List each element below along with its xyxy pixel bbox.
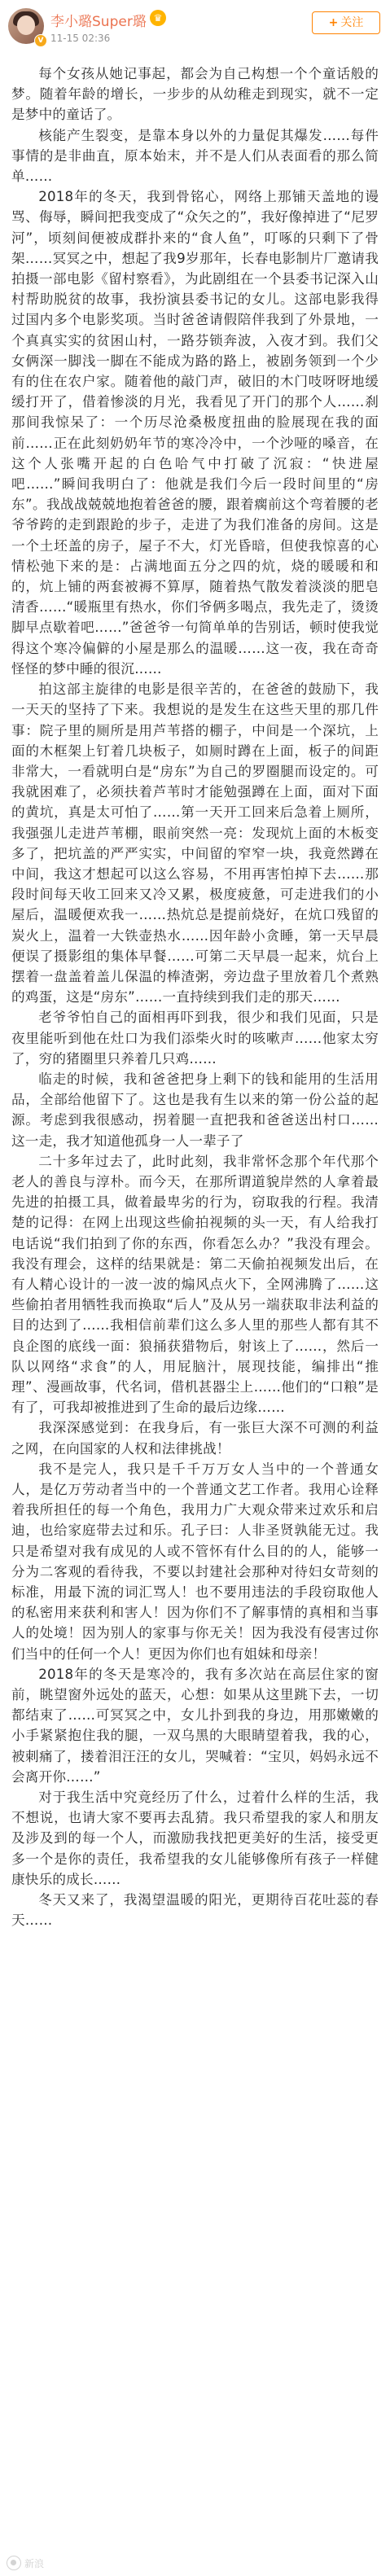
author-name[interactable]: 李小璐Super璐	[50, 14, 147, 30]
follow-button[interactable]	[312, 11, 380, 34]
verified-icon: V	[34, 34, 47, 47]
post-body	[11, 64, 379, 1930]
paragraph: 每个女孩从她记事起，都会为自己构想一个个童话般的梦。随着年龄的增长，一步步的从幼稚走到现实，就不一定是梦中的童话了。	[11, 66, 379, 123]
paragraph: 我不是完人，我只是千千万万女人当中的一个普通女人，是亿万劳动者当中的一个普通文艺工作者。我用心诠释着我所担任的每一个角色，我用力广大观众带来过欢乐和启迪，也给家庭带去过和乐。孔子曰：人非圣贤孰能无过。我只是希望对我有成见的人或不管怀有什么目的的人，能够一分为二客观的看待我，不要以封建社会那种对待妇女苛刻的标准，用最下流的词汇骂人！也不要用违法的手段窃取他人的私密用来获利和害人！因为你们不了解事情的真相和当事人的处境！因为别人的家事与你无关！因为我没有侵害过你们当中的任何一个人！更因为你们也有姐妹和母亲！	[11, 1461, 379, 1662]
paragraph: 对于我生活中究竟经历了什么，过着什么样的生活，我不想说，也请大家不要再去乱猜。我只希望我的家人和朋友及涉及到的每一个人，而激励我找把更美好的生活，接受更多一个是你的责任，我希望我的女儿能够像所有孩子一样健康快乐的成长……	[11, 1790, 379, 1887]
watermark	[7, 2553, 44, 2573]
paragraph: 核能产生裂变，是靠本身以外的力量促其爆发……每件事情的是非曲直，原本始末，并不是人们从表面看的那么简单……	[11, 127, 379, 185]
paragraph: 冬天又来了，我渴望温暖的阳光，更期待百花吐蕊的春天……	[11, 1892, 379, 1929]
paragraph: 我深深感觉到：在我身后，有一张巨大深不可测的利益之网，在向国家的人权和法律挑战！	[11, 1420, 379, 1457]
crown-icon: ♛	[150, 10, 166, 26]
paragraph: 临走的时候，我和爸爸把身上剩下的钱和能用的生活用品，全部给他留下了。这也是我有生以来的第一份公益的起源。考虑到我很感动，拐着腿一直把我和爸爸送出村口……这一走，我才知道他孤身一人一辈子了	[11, 1071, 379, 1149]
paragraph: 2018年的冬天是寒冷的，我有多次站在高层住家的窗前，眺望窗外远处的蓝天，心想：如果从这里跳下去，一切都结束了……可冥冥之中，女儿扑到我的身边，用那嫩嫩的小手紧紧抱住我的腿，一双乌黑的大眼睛望着我，我的心，被刺痛了，搂着泪汪汪的女儿，哭喊着：“宝贝，妈妈永远不会离开你……”	[11, 1666, 379, 1785]
paragraph: 拍这部主旋律的电影是很辛苦的，在爸爸的鼓励下，我一天天的坚持了下来。我想说的是发生在这些天里的那几件事：院子里的厕所是用芦苇搭的棚子，中间是一个深坑，上面的木框架上钉着几块板子，如厕时蹲在上面，板子的间距非常大，一看就明白是“房东”为自己的罗圈腿而设定的。可我就困难了，必须扶着芦苇时才能勉强蹲在上面，面对下面的黄坑，真是太可怕了……第一天开工回来后急着上厕所，我强强儿走进芦苇棚，眼前突然一亮：发现炕上面的木板变多了，把坑盖的严严实实，中间留的窄窄一块，我竟然蹲在中间，我这才想起可以这么容易，不用再害怕掉下去……那段时间每天收工回来又冷又累，极度疲惫，可走进我们的小屋后，温暖便欢我一……热炕总是提前烧好，在炕口残留的炭火上，温着一大铁壶热水……因年龄小贪睡，第一天早晨便误了摄影组的集体早餐……可第二天早晨一起来，炕台上摆着一盘盖着盖儿保温的棒渣粥，旁边盘子里放着几个煮熟的鸡蛋，这是“房东”……一直持续到我们走的那天……	[11, 681, 379, 1005]
watermark-text: 新浪	[24, 2557, 45, 2569]
weibo-eye-icon	[7, 2556, 21, 2570]
plus-icon: +	[328, 16, 339, 29]
paragraph: 2018年的冬天，我到骨铭心，网络上那铺天盖地的谩骂、侮辱，瞬间把我变成了“众矢之的”，我好像掉进了“尼罗河”，顷刻间便被成群扑来的“食人鱼”，叮啄的只剩下了骨架……冥冥之中，想起了我9岁那年，长春电影制片厂邀请我拍摄一部电影《留村察看》，为此剧组在一个县委书记深入山村帮助脱贫的故事，我扮演县委书记的女儿。这部电影我得过国内多个电影奖项。当时爸爸请假陪伴我到了外景地，一个真真实实的贫困山村，一路芬锁奔波，入夜才到。我们父女俩深一脚浅一脚在不能成为路的路上，被剧务领到一个少有的住在农户家。随着他的敲门声，破旧的木门吱呀呀地缓缓打开了，借着惨淡的月光，我看见了开门的那个人……刹那间我惊呆了：一个历尽沧桑极度扭曲的脸展现在我的面前……正在此刻奶奶年节的寒冷冷中，一个沙哑的嗓音，在这个人张嘴开起的白色哈气中打破了沉寂：“快进屋吧……”瞬间我明白了：他就是我们今后一段时间里的“房东”。我战战兢兢地抱着爸爸的腰，跟着瘸前这个弯着腰的老爷爷跨的走到跟跄的步子，走进了为我们准备的房间。这是一个土坯盖的房子，屋子不大，灯光昏暗，但使我惊喜的心情松弛下来的是：占满地面五分之四的炕，烧的暖暖和和的，炕上铺的两套被褥不算厚，随着热气散发着淡淡的肥皂清香……“暖瓶里有热水，你们爷俩多喝点，我先走了，烫烫脚早点歇着吧……”爸爸爷一句简单单的告别话，顿时使我觉得这个寒冷偏僻的小屋是那么的温暖……这一夜，我在奇奇怪怪的梦中睡的很沉……	[11, 189, 379, 677]
post-header	[0, 0, 390, 62]
avatar-face	[17, 15, 35, 35]
follow-label: 关注	[340, 16, 364, 29]
paragraph: 老爷爷怕自己的面相再吓到我，很少和我们见面，只是夜里能听到他在灶口为我们添柴火时的咳嗽声……他家太穷了，穷的猪圈里只养着几只鸡……	[11, 1010, 379, 1067]
paragraph: 二十多年过去了，此时此刻，我非常怀念那个年代那个老人的善良与淳朴。而今天，在那所谓道貌岸然的人拿着最先进的拍摄工具，做着最卑劣的行为，窃取我的行程。我清楚的记得：在网上出现这些偷拍视频的头一天，有人给我打电话说“我们拍到了你的东西，你看怎么办？”我没有理会。我没有理会，这样的结果就是：第二天偷拍视频发出后，在有人精心设计的一波一波的煽风点火下，全网沸腾了……这些偷拍者用牺牲我而换取“后人”及从另一端获取非法利益的目的达到了……我相信前辈们这么多人里的那些人都有其不良企图的底线一面：狼捅获猎物后，射该上了……，然后一队以网络“求食”的人，用屁脑汁，展现技能，编排出“推理”、漫画故事，代名词，借机甚器尘上……他们的“口粮”是有了，可我却被推进到了生命的最后边缘……	[11, 1153, 379, 1416]
post-timestamp: 11-15 02:36	[50, 33, 111, 44]
